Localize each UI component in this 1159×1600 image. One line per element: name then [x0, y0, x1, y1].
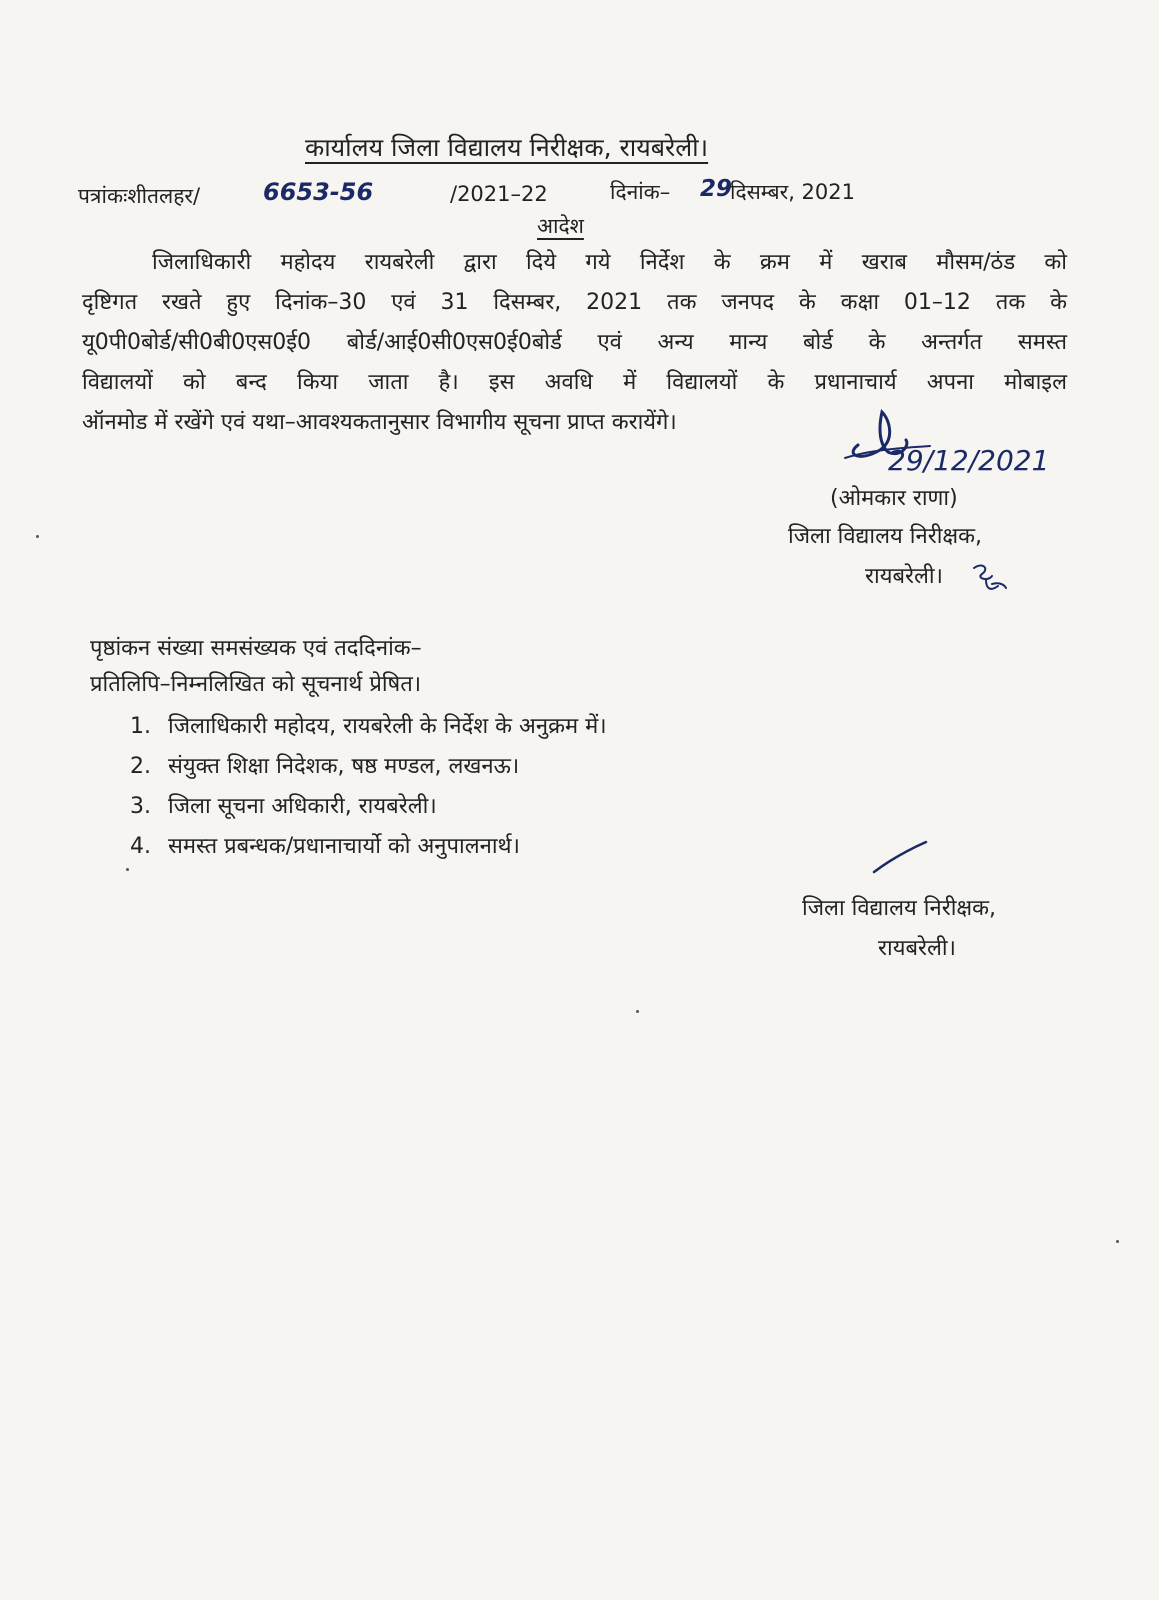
list-item — [130, 830, 520, 860]
order-body-line: यू0पी0बोर्ड/सी0बी0एस0ई0 बोर्ड/आई0सी0एस0ई0बोर्ड एवं अन्य मान्य बोर्ड के अन्तर्गत समस्त — [82, 330, 1067, 355]
initials-mark — [968, 560, 1008, 596]
list-item — [130, 750, 519, 780]
signature-date: 29/12/2021 — [888, 444, 1050, 477]
date-rest: दिसम्बर, 2021 — [730, 180, 855, 204]
reference-number-handwritten: 6653-56 — [263, 178, 374, 206]
list-item-number: 4. — [130, 834, 151, 859]
reference-line — [78, 178, 898, 212]
order-body-line: दृष्टिगत रखते हुए दिनांक–30 एवं 31 दिसम्बर, 2021 तक जनपद के कक्षा 01–12 तक के — [82, 290, 1067, 315]
reference-session: /2021–22 — [450, 182, 548, 206]
order-body-line: विद्यालयों को बन्द किया जाता है। इस अवधि में विद्यालयों के प्रधानाचार्य अपना मोबाइल — [82, 370, 1067, 395]
scan-speck — [1116, 1240, 1119, 1243]
scan-speck — [636, 1010, 639, 1013]
list-item-text: जिला सूचना अधिकारी, रायबरेली। — [168, 794, 437, 819]
order-body-line: जिलाधिकारी महोदय रायबरेली द्वारा दिये गये निर्देश के क्रम में खराब मौसम/ठंड को — [152, 250, 1067, 275]
date-day-handwritten: 29 — [700, 176, 733, 202]
signatory-name: (ओमकार राणा) — [830, 486, 958, 511]
list-item-text: संयुक्त शिक्षा निदेशक, षष्ठ मण्डल, लखनऊ। — [168, 754, 520, 779]
order-body-line: ऑनमोड में रखेंगे एवं यथा–आवश्यकतानुसार विभागीय सूचना प्राप्त करायेंगे। — [82, 410, 677, 435]
order-title: आदेश — [537, 214, 584, 238]
list-item-text: जिलाधिकारी महोदय, रायबरेली के निर्देश के अनुक्रम में। — [168, 714, 607, 739]
scan-speck — [36, 535, 39, 538]
office-heading: कार्यालय जिला विद्यालय निरीक्षक, रायबरेली। — [305, 133, 709, 162]
scan-speck — [126, 868, 129, 871]
list-item — [130, 710, 607, 740]
footer-place: रायबरेली। — [878, 936, 956, 961]
endorsement-tick-mark — [870, 838, 930, 878]
list-item-number: 1. — [130, 714, 151, 739]
reference-prefix: पत्रांकःशीतलहर/ — [78, 184, 201, 208]
list-item-text: समस्त प्रबन्धक/प्रधानाचार्यो को अनुपालनार्थ। — [168, 834, 520, 859]
endorsement-line-1: पृष्ठांकन संख्या समसंख्यक एवं तददिनांक– — [90, 636, 422, 661]
endorsement-line-2: प्रतिलिपि–निम्नलिखित को सूचनार्थ प्रेषित। — [90, 672, 422, 697]
signatory-place: रायबरेली। — [865, 564, 943, 589]
footer-designation: जिला विद्यालय निरीक्षक, — [802, 896, 997, 921]
handwritten-signature — [840, 400, 1070, 480]
list-item-number: 3. — [130, 794, 151, 819]
list-item-number: 2. — [130, 754, 151, 779]
list-item — [130, 790, 437, 820]
signatory-designation: जिला विद्यालय निरीक्षक, — [788, 524, 983, 549]
date-prefix: दिनांक– — [610, 180, 671, 204]
